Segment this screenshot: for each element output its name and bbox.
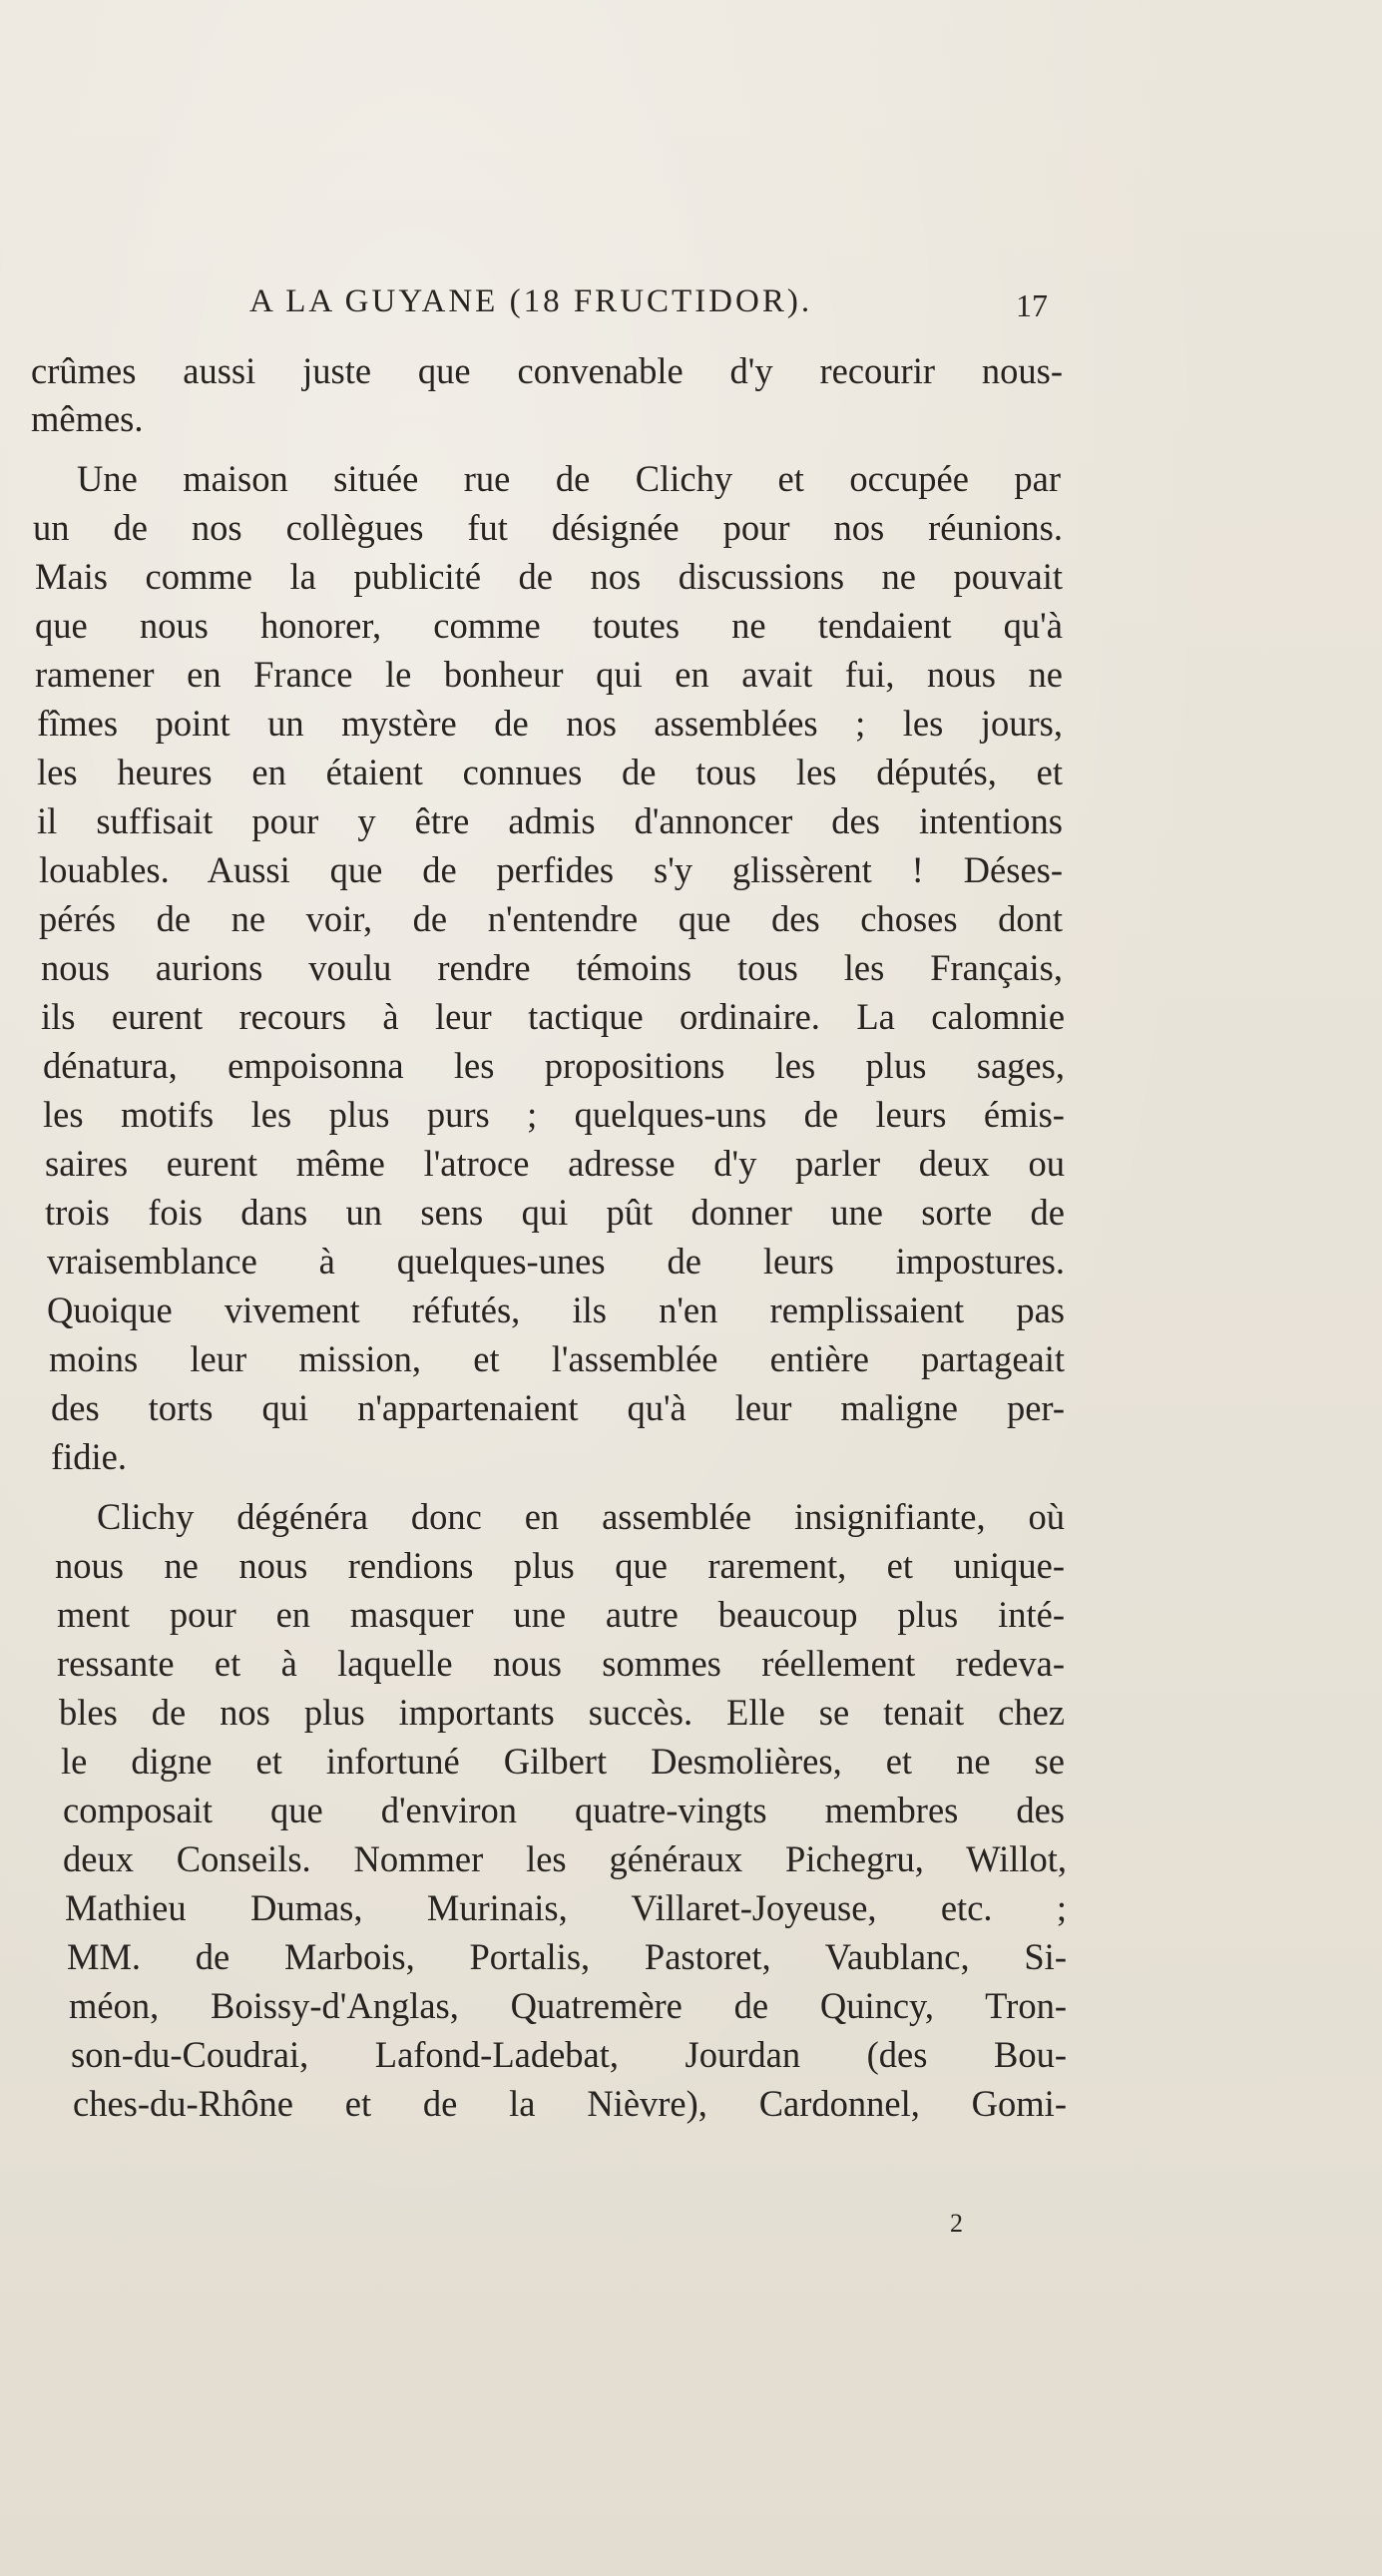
text-line: Une maison située rue de Clichy et occupée par [77,458,1061,499]
text-line: Clichy dégénéra donc en assemblée insignifiante, où [97,1496,1066,1537]
page-number: 17 [1016,287,1048,323]
text-line: ressante et à laquelle nous sommes réellement redeva- [57,1643,1065,1684]
running-head: A LA GUYANE (18 FRUCTIDOR). [249,283,813,319]
text-line: mêmes. [31,398,144,439]
text-line: nous ne nous rendions plus que rarement, et unique- [55,1545,1065,1586]
text-line: fidie. [51,1436,128,1477]
text-line: ment pour en masquer une autre beaucoup plus inté- [57,1594,1065,1635]
text-line: vraisemblance à quelques-unes de leurs impostures. [47,1241,1065,1282]
text-line: le digne et infortuné Gilbert Desmolières, et ne se [61,1741,1066,1782]
text-line: ramener en France le bonheur qui en avait fui, nous ne [35,654,1064,695]
text-line: Quoique vivement réfutés, ils n'en remplissaient pas [47,1289,1065,1330]
text-line: pérés de ne voir, de n'entendre que des choses dont [39,898,1064,939]
text-line: MM. de Marbois, Portalis, Pastoret, Vaublanc, Si- [67,1936,1067,1977]
text-line: ches-du-Rhône et de la Nièvre), Cardonnel, Gomi- [73,2083,1067,2124]
text-line: des torts qui n'appartenaient qu'à leur maligne per- [51,1387,1065,1428]
text-line: trois fois dans un sens qui pût donner une sorte de [45,1192,1065,1233]
text-line: son-du-Coudrai, Lafond-Ladebat, Jourdan (des Bou- [71,2034,1067,2075]
text-line: nous aurions voulu rendre témoins tous les Français, [41,947,1063,988]
text-line: un de nos collègues fut désignée pour nos réunions. [33,507,1063,548]
text-line: Mais comme la publicité de nos discussions ne pouvait [35,556,1063,597]
text-line: bles de nos plus importants succès. Elle se tenait chez [59,1692,1066,1733]
text-line: ils eurent recours à leur tactique ordinaire. La calomnie [41,996,1066,1037]
text-line: deux Conseils. Nommer les généraux Pichegru, Willot, [63,1838,1068,1879]
signature-mark: 2 [950,2209,963,2238]
text-line: fîmes point un mystère de nos assemblées ; les jours, [37,703,1063,744]
text-line: louables. Aussi que de perfides s'y glissèrent ! Déses- [39,849,1064,890]
text-line: saires eurent même l'atroce adresse d'y parler deux ou [45,1143,1065,1184]
text-line: Mathieu Dumas, Murinais, Villaret-Joyeuse, etc. ; [65,1887,1067,1928]
text-line: composait que d'environ quatre-vingts membres des [63,1790,1066,1830]
text-line: moins leur mission, et l'assemblée entière partageait [49,1338,1066,1379]
text-line: que nous honorer, comme toutes ne tendaient qu'à [35,605,1063,646]
text-line: méon, Boissy-d'Anglas, Quatremère de Quincy, Tron- [69,1985,1067,2026]
text-line: dénatura, empoisonna les propositions les plus sages, [43,1045,1065,1086]
text-line: les heures en étaient connues de tous les députés, et [37,752,1064,792]
text-line: les motifs les plus purs ; quelques-uns de leurs émis- [43,1094,1065,1135]
text-line: il suffisait pour y être admis d'annoncer des intentions [37,800,1063,841]
text-line: crûmes aussi juste que convenable d'y recourir nous- [31,350,1063,391]
